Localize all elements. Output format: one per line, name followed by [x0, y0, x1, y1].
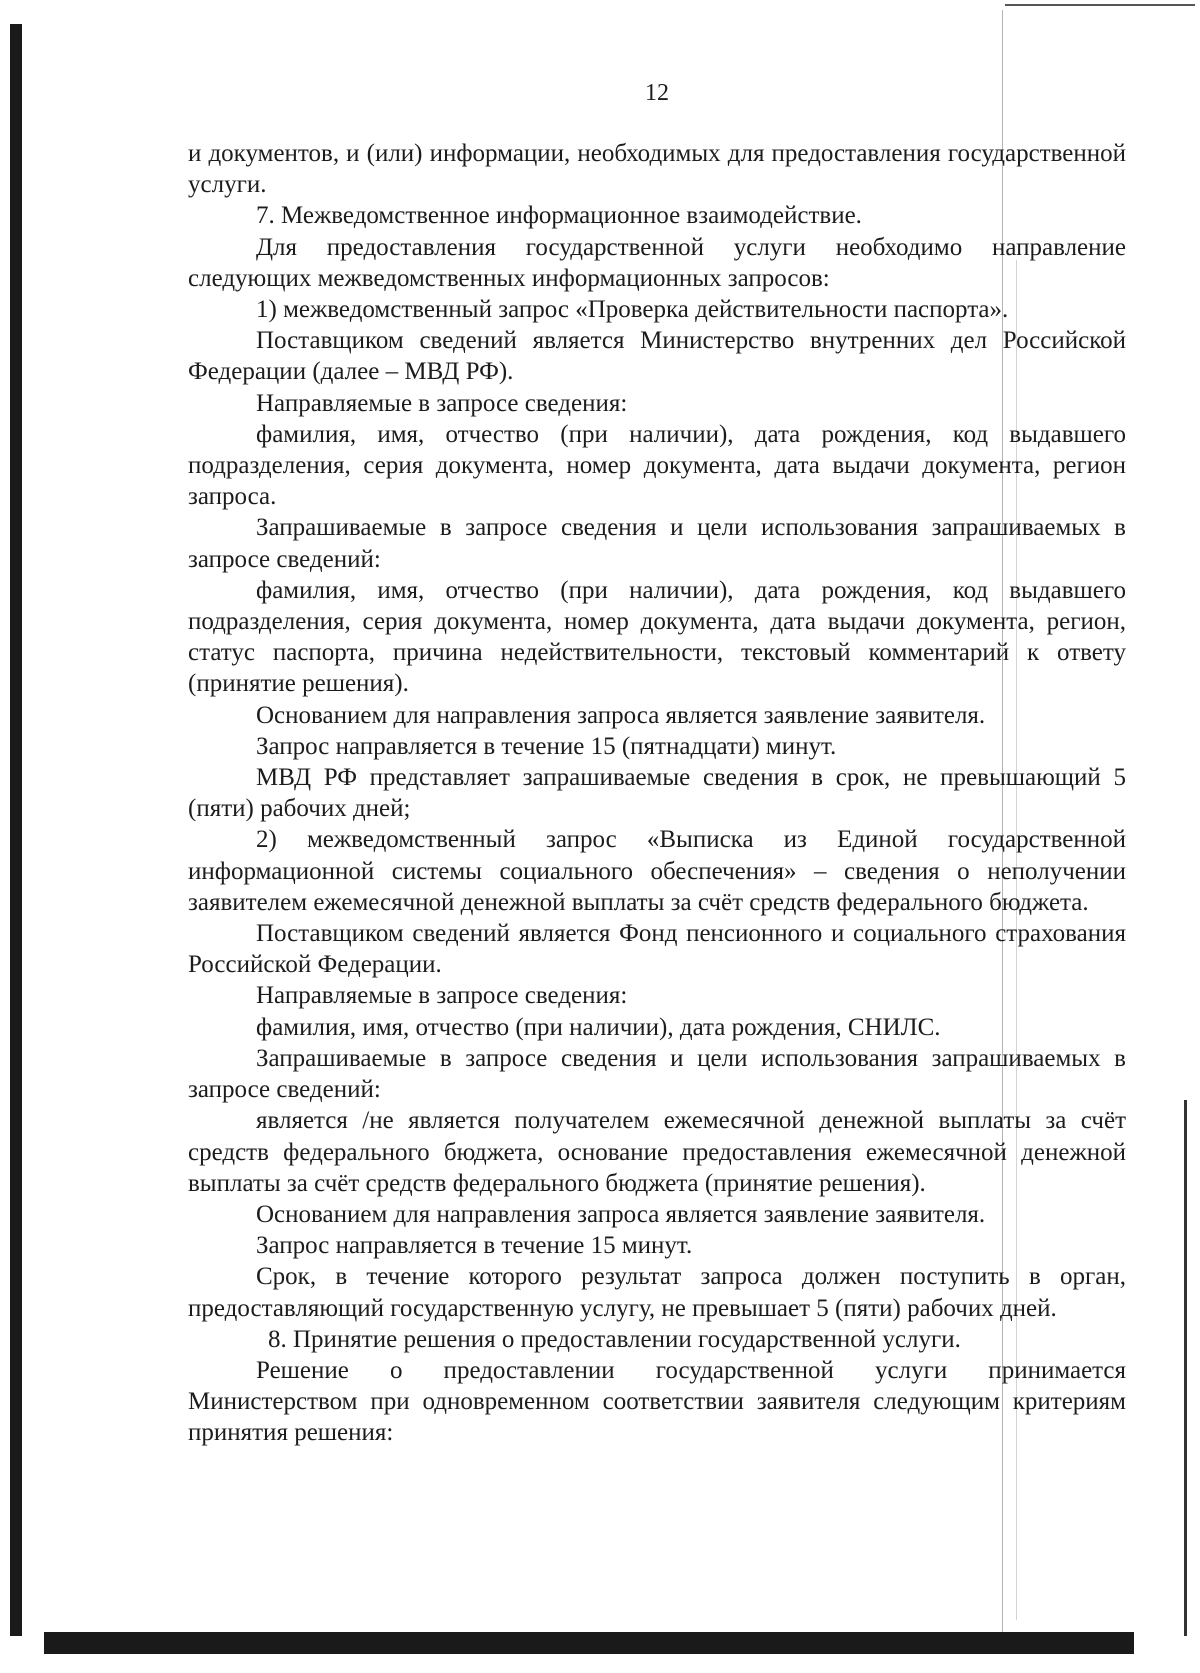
paragraph: является /не является получателем ежемесячной денежной выплаты за счёт средств федерального бюджета, основание предоставления ежемесячной денежной выплаты за счёт средств федерального бюджета (принятие решения).: [188, 1107, 1126, 1197]
paragraph: Поставщиком сведений является Фонд пенсионного и социального страхования Российской Федерации.: [188, 920, 1126, 979]
scan-edge-top: [1005, 4, 1195, 6]
paragraph: Основанием для направления запроса является заявление заявителя.: [256, 1200, 986, 1228]
scan-edge-right: [1184, 1100, 1187, 1636]
paragraph: Направляемые в запросе сведения:: [256, 389, 628, 417]
section-heading-7: 7. Межведомственное информационное взаимодействие.: [256, 202, 862, 230]
scan-edge-bottom: [44, 1632, 1134, 1654]
paragraph: Основанием для направления запроса является заявление заявителя.: [256, 701, 986, 729]
paragraph: фамилия, имя, отчество (при наличии), дата рождения, код выдавшего подразделения, серия документа, номер документа, дата выдачи документа, регион запроса.: [188, 420, 1126, 511]
paragraph: фамилия, имя, отчество (при наличии), дата рождения, СНИЛС.: [256, 1013, 941, 1041]
paragraph: МВД РФ представляет запрашиваемые сведения в срок, не превышающий 5 (пяти) рабочих дней;: [188, 764, 1126, 823]
paragraph-continuation: и документов, и (или) информации, необходимых для предоставления государственной услуги.: [188, 140, 1126, 199]
paragraph: Срок, в течение которого результат запроса должен поступить в орган, предоставляющий государственную услугу, не превышает 5 (пяти) рабочих дней.: [188, 1263, 1126, 1322]
document-body: [188, 138, 1126, 1449]
paragraph: Запрос направляется в течение 15 минут.: [256, 1232, 693, 1260]
paragraph: фамилия, имя, отчество (при наличии), дата рождения, код выдавшего подразделения, серия документа, номер документа, дата выдачи документа, регион, статус паспорта, причина недействительности, текстовый комментарий к ответу (принятие решения).: [188, 576, 1126, 698]
scan-edge-left: [10, 24, 22, 1636]
paragraph: Решение о предоставлении государственной услуги принимается Министерством при одновременном соответствии заявителя следующим критериям принятия решения:: [188, 1356, 1126, 1447]
page-number: 12: [645, 80, 669, 106]
paragraph: Запрашиваемые в запросе сведения и цели использования запрашиваемых в запросе сведений:: [188, 1044, 1126, 1104]
paragraph: Запрос направляется в течение 15 (пятнадцати) минут.: [256, 732, 837, 760]
paragraph: Направляемые в запросе сведения:: [256, 982, 628, 1010]
paragraph: Для предоставления государственной услуги необходимо направление следующих межведомственных информационных запросов:: [188, 233, 1126, 292]
section-heading-8: 8. Принятие решения о предоставлении государственной услуги.: [268, 1325, 961, 1353]
list-item-request-1: 1) межведомственный запрос «Проверка действительности паспорта».: [256, 296, 1009, 324]
list-item-request-2: 2) межведомственный запрос «Выписка из Единой государственной информационной системы социального обеспечения» – сведения о неполучении заявителем ежемесячной денежной выплаты за счёт средств федерального бюджета.: [188, 826, 1126, 916]
paragraph: Запрашиваемые в запросе сведения и цели использования запрашиваемых в запросе сведений:: [188, 514, 1126, 573]
paragraph: Поставщиком сведений является Министерство внутренних дел Российской Федерации (далее – МВД РФ).: [188, 327, 1126, 386]
